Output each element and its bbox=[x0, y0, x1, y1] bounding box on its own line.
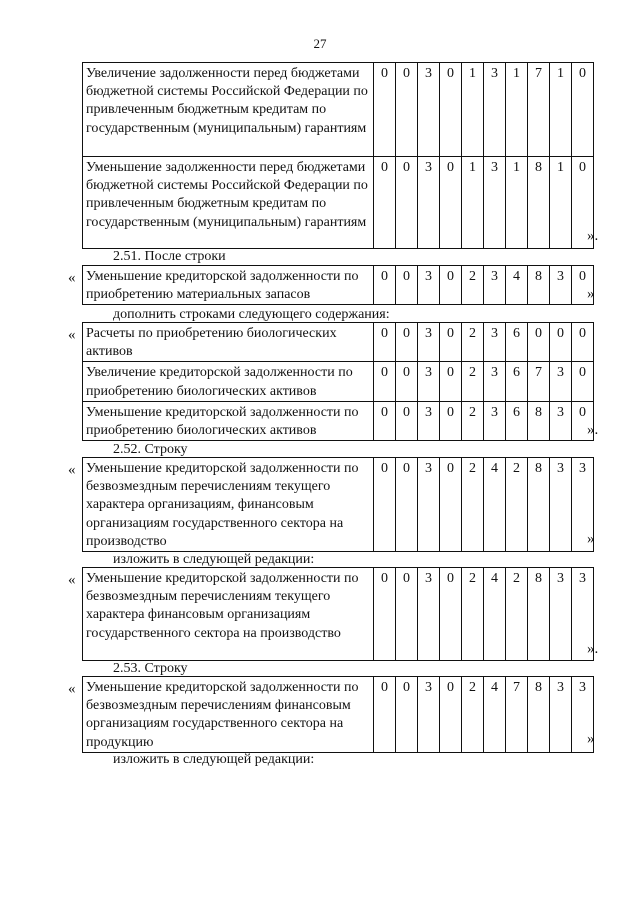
section-heading: 2.53. Строку bbox=[113, 661, 188, 676]
closing-quote: ». bbox=[587, 422, 599, 438]
code-digit: 1 bbox=[506, 157, 528, 249]
code-table bbox=[82, 457, 594, 552]
code-digit: 4 bbox=[484, 458, 506, 552]
code-digit: 1 bbox=[506, 63, 528, 157]
code-digit: 3 bbox=[418, 266, 440, 305]
code-digit: 0 bbox=[440, 568, 462, 661]
code-digit: 0 bbox=[396, 458, 418, 552]
code-digit: 3 bbox=[418, 458, 440, 552]
row-description: Уменьшение кредиторской задолженности по приобретению материальных запасов bbox=[83, 266, 374, 305]
code-digit: 0 bbox=[396, 63, 418, 157]
code-digit: 4 bbox=[506, 266, 528, 305]
code-digit: 0 bbox=[374, 362, 396, 401]
code-digit: 2 bbox=[462, 323, 484, 362]
instruction-text: изложить в следующей редакции: bbox=[113, 552, 315, 567]
code-digit: 3 bbox=[550, 677, 572, 753]
code-digit: 0 bbox=[396, 157, 418, 249]
code-digit: 0 bbox=[440, 401, 462, 440]
code-digit: 3 bbox=[484, 362, 506, 401]
code-digit: 0 bbox=[572, 63, 594, 157]
code-digit: 0 bbox=[374, 157, 396, 249]
code-digit: 3 bbox=[550, 362, 572, 401]
code-digit: 0 bbox=[440, 157, 462, 249]
opening-quote: « bbox=[68, 572, 76, 588]
closing-quote: » bbox=[587, 286, 595, 302]
code-digit: 3 bbox=[418, 157, 440, 249]
code-digit: 0 bbox=[396, 401, 418, 440]
code-digit: 0 bbox=[550, 323, 572, 362]
code-digit: 3 bbox=[484, 63, 506, 157]
code-digit: 3 bbox=[484, 401, 506, 440]
code-digit: 1 bbox=[462, 157, 484, 249]
code-digit: 0 bbox=[440, 362, 462, 401]
code-digit: 1 bbox=[550, 63, 572, 157]
code-digit: 2 bbox=[462, 266, 484, 305]
instruction-text: изложить в следующей редакции: bbox=[113, 752, 315, 767]
code-digit: 0 bbox=[572, 323, 594, 362]
code-digit: 3 bbox=[418, 323, 440, 362]
table-row bbox=[83, 568, 594, 661]
opening-quote: « bbox=[68, 327, 76, 343]
code-digit: 3 bbox=[572, 677, 594, 753]
code-digit: 8 bbox=[528, 458, 550, 552]
code-digit: 2 bbox=[506, 458, 528, 552]
code-digit: 0 bbox=[572, 362, 594, 401]
code-digit: 0 bbox=[440, 266, 462, 305]
code-digit: 0 bbox=[572, 401, 594, 440]
code-digit: 8 bbox=[528, 568, 550, 661]
code-digit: 2 bbox=[462, 677, 484, 753]
code-digit: 0 bbox=[396, 677, 418, 753]
code-digit: 0 bbox=[374, 458, 396, 552]
opening-quote: « bbox=[68, 681, 76, 697]
table-row bbox=[83, 63, 594, 157]
row-description: Уменьшение задолженности перед бюджетами бюджетной системы Российской Федерации по привлеченным бюджетным кредитам по государственным (муниципальным) гарантиям bbox=[83, 157, 374, 249]
code-digit: 0 bbox=[374, 323, 396, 362]
code-table bbox=[82, 62, 594, 249]
code-digit: 3 bbox=[418, 401, 440, 440]
code-digit: 8 bbox=[528, 401, 550, 440]
code-digit: 0 bbox=[440, 63, 462, 157]
row-description: Уменьшение кредиторской задолженности по приобретению биологических активов bbox=[83, 401, 374, 440]
code-digit: 0 bbox=[440, 677, 462, 753]
opening-quote: « bbox=[68, 270, 76, 286]
code-digit: 2 bbox=[462, 401, 484, 440]
table-row bbox=[83, 362, 594, 401]
code-digit: 6 bbox=[506, 362, 528, 401]
opening-quote: « bbox=[68, 462, 76, 478]
code-digit: 3 bbox=[418, 677, 440, 753]
code-digit: 3 bbox=[550, 401, 572, 440]
code-digit: 3 bbox=[572, 568, 594, 661]
code-digit: 0 bbox=[396, 362, 418, 401]
code-digit: 3 bbox=[484, 266, 506, 305]
code-digit: 6 bbox=[506, 323, 528, 362]
code-digit: 6 bbox=[506, 401, 528, 440]
code-digit: 2 bbox=[506, 568, 528, 661]
code-digit: 3 bbox=[418, 63, 440, 157]
table-row bbox=[83, 401, 594, 440]
table-row bbox=[83, 458, 594, 552]
code-digit: 0 bbox=[440, 323, 462, 362]
closing-quote: » bbox=[587, 531, 595, 547]
row-description: Увеличение кредиторской задолженности по приобретению биологических активов bbox=[83, 362, 374, 401]
code-digit: 3 bbox=[550, 458, 572, 552]
closing-quote: ». bbox=[587, 228, 599, 244]
page-number: 27 bbox=[313, 36, 327, 51]
table-row bbox=[83, 266, 594, 305]
code-digit: 7 bbox=[528, 63, 550, 157]
code-digit: 0 bbox=[440, 458, 462, 552]
code-digit: 4 bbox=[484, 677, 506, 753]
code-digit: 1 bbox=[550, 157, 572, 249]
code-digit: 8 bbox=[528, 157, 550, 249]
code-digit: 0 bbox=[572, 266, 594, 305]
code-table bbox=[82, 676, 594, 753]
table-row bbox=[83, 157, 594, 249]
code-digit: 0 bbox=[528, 323, 550, 362]
row-description: Расчеты по приобретению биологических активов bbox=[83, 323, 374, 362]
code-digit: 7 bbox=[506, 677, 528, 753]
code-table bbox=[82, 567, 594, 661]
table-row bbox=[83, 323, 594, 362]
code-digit: 7 bbox=[528, 362, 550, 401]
code-table bbox=[82, 322, 594, 441]
section-heading: 2.52. Строку bbox=[113, 442, 188, 457]
closing-quote: ». bbox=[587, 641, 599, 657]
row-description: Уменьшение кредиторской задолженности по безвозмездным перечислениям текущего характера организациям, финансовым организациям государственного сектора на производство bbox=[83, 458, 374, 552]
code-digit: 3 bbox=[550, 266, 572, 305]
code-table bbox=[82, 265, 594, 305]
row-description: Уменьшение кредиторской задолженности по безвозмездным перечислениям текущего характера финансовым организациям государственного сектора на производство bbox=[83, 568, 374, 661]
code-digit: 2 bbox=[462, 458, 484, 552]
instruction-text: дополнить строками следующего содержания: bbox=[113, 307, 390, 322]
code-digit: 3 bbox=[484, 157, 506, 249]
table-row bbox=[83, 677, 594, 753]
code-digit: 0 bbox=[374, 266, 396, 305]
code-digit: 0 bbox=[572, 157, 594, 249]
code-digit: 3 bbox=[550, 568, 572, 661]
row-description: Уменьшение кредиторской задолженности по безвозмездным перечислениям финансовым организациям государственного сектора на продукцию bbox=[83, 677, 374, 753]
code-digit: 0 bbox=[374, 677, 396, 753]
code-digit: 3 bbox=[418, 362, 440, 401]
code-digit: 3 bbox=[484, 323, 506, 362]
code-digit: 1 bbox=[462, 63, 484, 157]
code-digit: 3 bbox=[418, 568, 440, 661]
code-digit: 0 bbox=[374, 63, 396, 157]
row-description: Увеличение задолженности перед бюджетами бюджетной системы Российской Федерации по привлеченным бюджетным кредитам по государственным (муниципальным) гарантиям bbox=[83, 63, 374, 157]
code-digit: 0 bbox=[374, 401, 396, 440]
code-digit: 3 bbox=[572, 458, 594, 552]
code-digit: 2 bbox=[462, 568, 484, 661]
code-digit: 4 bbox=[484, 568, 506, 661]
code-digit: 8 bbox=[528, 677, 550, 753]
code-digit: 0 bbox=[396, 323, 418, 362]
section-heading: 2.51. После строки bbox=[113, 249, 226, 264]
code-digit: 8 bbox=[528, 266, 550, 305]
code-digit: 0 bbox=[396, 266, 418, 305]
code-digit: 0 bbox=[374, 568, 396, 661]
closing-quote: » bbox=[587, 731, 595, 747]
code-digit: 2 bbox=[462, 362, 484, 401]
code-digit: 0 bbox=[396, 568, 418, 661]
